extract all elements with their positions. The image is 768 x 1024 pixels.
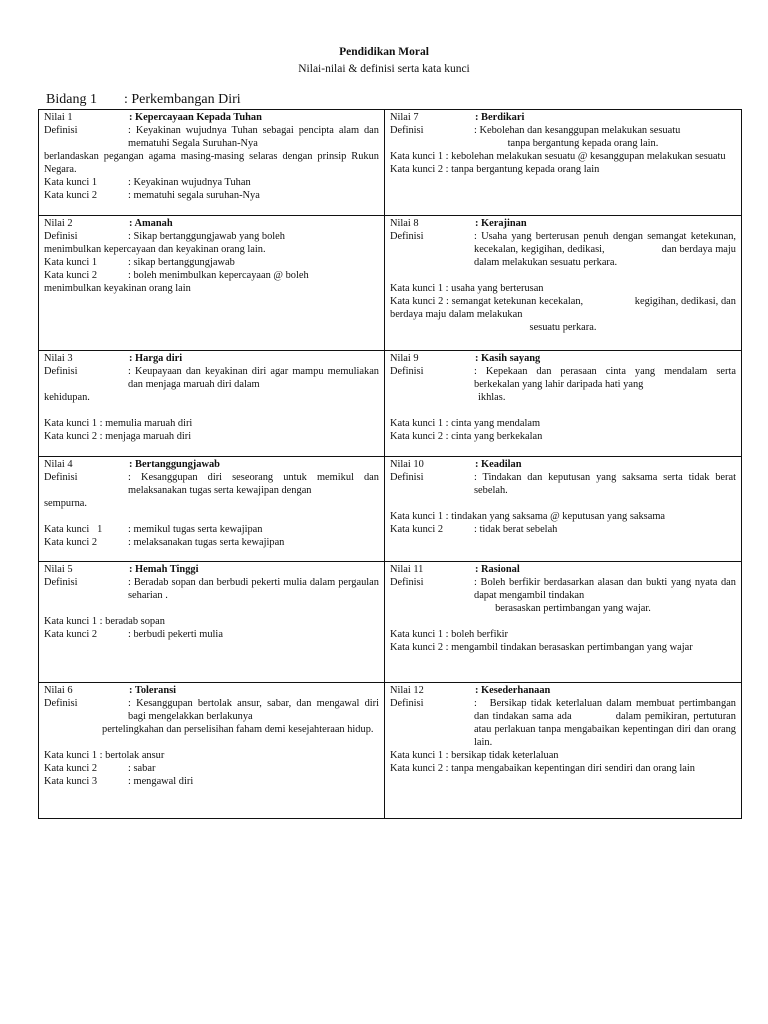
- nilai-11-label: Nilai 11: [390, 564, 424, 575]
- nilai-11-kk1: Kata kunci 1 : boleh berfikir: [390, 629, 509, 640]
- nilai-7-label: Nilai 7: [390, 112, 419, 123]
- nilai-11-definition: : Boleh berfikir berdasarkan alasan dan bukti yang nyata dan dapat mengambil tindakan: [474, 577, 736, 601]
- nilai-6-label: Nilai 6: [44, 685, 73, 696]
- definisi-label: Definisi: [390, 231, 424, 242]
- nilai-10-label: Nilai 10: [390, 459, 424, 470]
- bidang-label: Bidang 1: [46, 92, 97, 107]
- nilai-7-definition: : Kebolehan dan kesanggupan melakukan sesuatu: [474, 125, 681, 136]
- nilai-2-kk2-cont: menimbulkan keyakinan orang lain: [44, 283, 191, 294]
- nilai-12-cell: [385, 683, 742, 819]
- nilai-12-kk1: Kata kunci 1 : bersikap tidak keterlaluan: [390, 750, 559, 761]
- nilai-6-kk2: : sabar: [128, 763, 156, 774]
- nilai-6-cell: [39, 683, 385, 819]
- nilai-9-definition-cont: ikhlas.: [478, 392, 506, 403]
- nilai-2-name: : Amanah: [129, 218, 173, 229]
- nilai-5-definition: : Beradab sopan dan berbudi pekerti mulia dalam pergaulan seharian .: [128, 577, 379, 601]
- nilai-9-kk1: Kata kunci 1 : cinta yang mendalam: [390, 418, 541, 429]
- table-row: [39, 216, 742, 351]
- nilai-12-name: : Kesederhanaan: [475, 685, 551, 696]
- nilai-10-kk1: Kata kunci 1 : tindakan yang saksama @ keputusan yang saksama: [390, 511, 666, 522]
- nilai-2-kk1: : sikap bertanggungjawab: [128, 257, 235, 268]
- definisi-label: Definisi: [44, 231, 78, 242]
- nilai-7-name: : Berdikari: [475, 112, 525, 123]
- definisi-label: Definisi: [44, 125, 78, 136]
- nilai-10-kk2-label: Kata kunci 2: [390, 524, 444, 535]
- nilai-11-name: : Rasional: [475, 564, 520, 575]
- nilai-8-cell: [385, 216, 742, 351]
- nilai-10-cell: [385, 457, 742, 562]
- nilai-1-name: : Kepercayaan Kepada Tuhan: [129, 112, 262, 123]
- document-title: Pendidikan Moral: [339, 46, 429, 58]
- definisi-label: Definisi: [44, 698, 78, 709]
- table-row: [39, 683, 742, 819]
- nilai-4-kk1: : memikul tugas serta kewajipan: [128, 524, 263, 535]
- nilai-7-kk2: Kata kunci 2 : tanpa bergantung kepada orang lain: [390, 164, 600, 175]
- nilai-4-kk1-label: Kata kunci 1: [44, 524, 103, 535]
- nilai-11-cell: [385, 562, 742, 683]
- definisi-label: Definisi: [390, 125, 424, 136]
- nilai-1-label: Nilai 1: [44, 112, 73, 123]
- nilai-2-definition-cont: menimbulkan kepercayaan dan keyakinan orang lain.: [44, 244, 266, 255]
- bidang-heading: [46, 92, 241, 108]
- nilai-3-cell: [39, 351, 385, 457]
- definisi-label: Definisi: [390, 577, 424, 588]
- definisi-label: Definisi: [390, 472, 424, 483]
- nilai-6-kk3: : mengawal diri: [128, 776, 194, 787]
- nilai-3-definition-cont: kehidupan.: [44, 392, 90, 403]
- nilai-5-kk2-label: Kata kunci 2: [44, 629, 98, 640]
- values-table: [38, 109, 742, 819]
- definisi-label: Definisi: [390, 366, 424, 377]
- nilai-2-kk1-label: Kata kunci 1: [44, 257, 98, 268]
- nilai-1-cell: [39, 110, 385, 216]
- nilai-7-kk1: Kata kunci 1 : kebolehan melakukan sesuatu @ kesanggupan melakukan sesuatu: [390, 151, 726, 162]
- nilai-5-cell: [39, 562, 385, 683]
- nilai-5-name: : Hemah Tinggi: [129, 564, 199, 575]
- nilai-7-definition-cont: tanpa bergantung kepada orang lain.: [507, 138, 659, 149]
- nilai-12-kk2: Kata kunci 2 : tanpa mengabaikan kepentingan diri sendiri dan orang lain: [390, 763, 695, 774]
- nilai-8-definition: : Usaha yang berterusan penuh dengan semangat ketekunan, kecekalan, kegigihan, dedikasi, dan berdaya maju dalam melakukan sesuatu perkara.: [474, 231, 739, 268]
- nilai-1-kk2-label: Kata kunci 2: [44, 190, 98, 201]
- nilai-11-kk2: Kata kunci 2 : mengambil tindakan berasaskan pertimbangan yang wajar: [390, 642, 693, 653]
- nilai-9-name: : Kasih sayang: [475, 353, 541, 364]
- nilai-3-name: : Harga diri: [129, 353, 183, 364]
- table-row: [39, 457, 742, 562]
- nilai-8-kk2-cont: sesuatu perkara.: [529, 322, 597, 333]
- table-row: [39, 110, 742, 216]
- nilai-2-kk2: : boleh menimbulkan kepercayaan @ boleh: [128, 270, 309, 281]
- table-row: [39, 351, 742, 457]
- nilai-2-cell: [39, 216, 385, 351]
- nilai-10-name: : Keadilan: [475, 459, 522, 470]
- nilai-4-cell: [39, 457, 385, 562]
- definisi-label: Definisi: [390, 698, 424, 709]
- nilai-6-kk1: Kata kunci 1 : bertolak ansur: [44, 750, 165, 761]
- nilai-4-kk2: : melaksanakan tugas serta kewajipan: [128, 537, 285, 548]
- nilai-4-kk2-label: Kata kunci 2: [44, 537, 98, 548]
- nilai-1-kk1: : Keyakinan wujudnya Tuhan: [128, 177, 251, 188]
- nilai-10-kk2: : tidak berat sebelah: [474, 524, 558, 535]
- nilai-9-label: Nilai 9: [390, 353, 419, 364]
- nilai-1-kk1-label: Kata kunci 1: [44, 177, 98, 188]
- nilai-10-definition: : Tindakan dan keputusan yang saksama serta tidak berat sebelah.: [474, 472, 736, 496]
- definisi-label: Definisi: [44, 472, 78, 483]
- definisi-label: Definisi: [44, 366, 78, 377]
- nilai-9-definition: : Kepekaan dan perasaan cinta yang mendalam serta berkekalan yang lahir daripada hati yang: [474, 366, 736, 390]
- nilai-4-label: Nilai 4: [44, 459, 73, 470]
- nilai-1-definition-cont: berlandaskan pegangan agama masing-masing selaras dengan prinsip Rukun Negara.: [44, 151, 379, 175]
- nilai-4-definition-cont: sempurna.: [44, 498, 87, 509]
- nilai-11-definition-cont: berasaskan pertimbangan yang wajar.: [495, 603, 651, 614]
- nilai-12-definition: : Bersikap tidak keterlaluan dalam membuat pertimbangan dan tindakan sama ada dalam pemikiran, pertuturan atau perlakuan tanpa mengabaikan kepentingan diri dan orang lain.: [474, 698, 739, 748]
- definisi-label: Definisi: [44, 577, 78, 588]
- nilai-1-kk2: : mematuhi segala suruhan-Nya: [128, 190, 260, 201]
- bidang-value: : Perkembangan Diri: [124, 92, 241, 107]
- nilai-7-cell: [385, 110, 742, 216]
- table-row: [39, 562, 742, 683]
- nilai-4-name: : Bertanggungjawab: [129, 459, 220, 470]
- nilai-6-definition-cont: pertelingkahan dan perselisihan faham demi kesejahteraan hidup.: [102, 724, 374, 735]
- nilai-12-label: Nilai 12: [390, 685, 424, 696]
- nilai-6-definition: : Kesanggupan bertolak ansur, sabar, dan mengawal diri bagi mengelakkan berlakunya: [128, 698, 379, 722]
- nilai-5-kk2: : berbudi pekerti mulia: [128, 629, 223, 640]
- nilai-2-definition: : Sikap bertanggungjawab yang boleh: [128, 231, 285, 242]
- nilai-2-label: Nilai 2: [44, 218, 73, 229]
- nilai-6-kk2-label: Kata kunci 2: [44, 763, 98, 774]
- nilai-3-definition: : Keupayaan dan keyakinan diri agar mampu memuliakan dan menjaga maruah diri dalam: [128, 366, 379, 390]
- nilai-9-kk2: Kata kunci 2 : cinta yang berkekalan: [390, 431, 543, 442]
- nilai-6-name: : Toleransi: [129, 685, 177, 696]
- nilai-8-kk1: Kata kunci 1 : usaha yang berterusan: [390, 283, 544, 294]
- nilai-1-definition: : Keyakinan wujudnya Tuhan sebagai pencipta alam dan mematuhi Segala Suruhan-Nya: [128, 125, 379, 149]
- nilai-8-label: Nilai 8: [390, 218, 419, 229]
- nilai-6-kk3-label: Kata kunci 3: [44, 776, 98, 787]
- nilai-8-kk2: Kata kunci 2 : semangat ketekunan kecekalan, kegigihan, dedikasi, dan berdaya maju dalam melakukan: [390, 296, 739, 320]
- nilai-3-kk2: Kata kunci 2 : menjaga maruah diri: [44, 431, 192, 442]
- nilai-4-definition: : Kesanggupan diri seseorang untuk memikul dan melaksanakan tugas serta kewajipan dengan: [128, 472, 379, 496]
- nilai-8-name: : Kerajinan: [475, 218, 527, 229]
- nilai-3-kk1: Kata kunci 1 : memulia maruah diri: [44, 418, 193, 429]
- nilai-2-kk2-label: Kata kunci 2: [44, 270, 98, 281]
- nilai-3-label: Nilai 3: [44, 353, 73, 364]
- nilai-9-cell: [385, 351, 742, 457]
- nilai-5-kk1: Kata kunci 1 : beradab sopan: [44, 616, 165, 627]
- document-subtitle: Nilai-nilai & definisi serta kata kunci: [298, 63, 470, 75]
- nilai-5-label: Nilai 5: [44, 564, 73, 575]
